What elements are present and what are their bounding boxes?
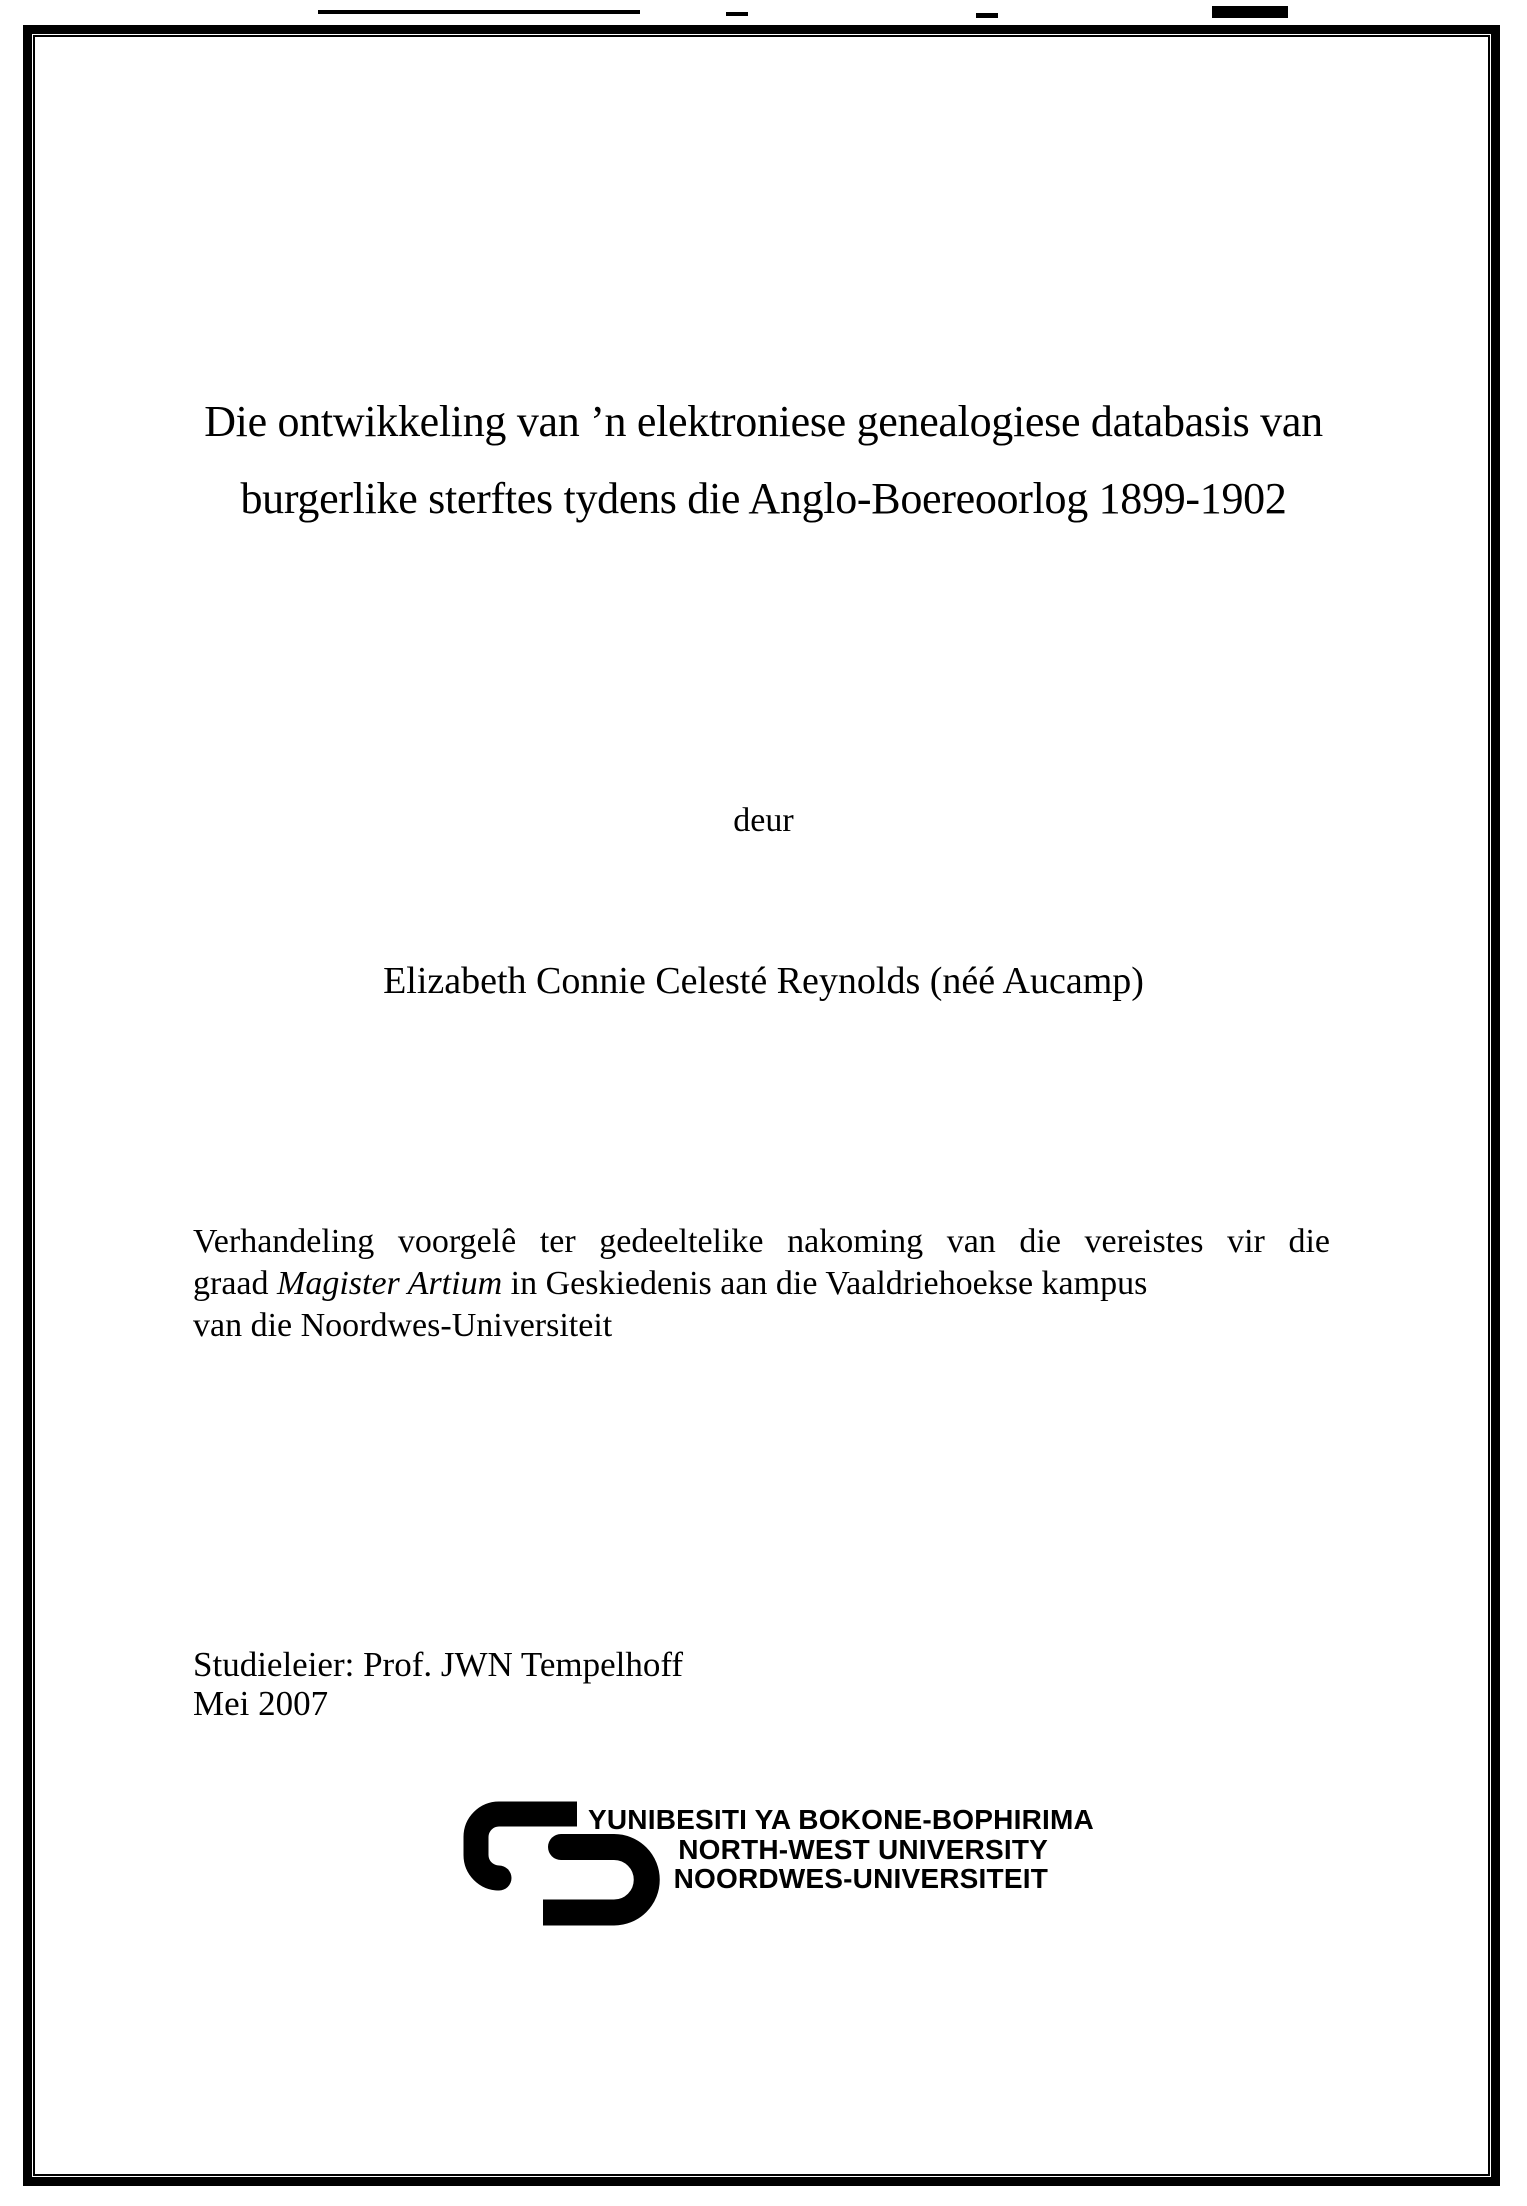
supervisor-block <box>193 1645 683 1723</box>
university-logo <box>463 1798 1094 1938</box>
degree-statement-line-2-suffix: in Geskiedenis aan die Vaaldriehoekse kampus <box>502 1265 1148 1302</box>
scan-artifact <box>726 12 748 16</box>
degree-statement-line-1: Verhandeling voorgelê ter gedeeltelike nakoming van die vereistes vir die <box>193 1223 1330 1260</box>
university-logo-text <box>588 1804 1094 1894</box>
scan-artifact <box>976 13 998 18</box>
author-name: Elizabeth Connie Celesté Reynolds (néé Aucamp) <box>383 960 1144 1002</box>
degree-name-italic: Magister Artium <box>277 1265 503 1302</box>
thesis-title-line-1: Die ontwikkeling van ’n elektroniese genealogiese databasis van <box>204 397 1323 446</box>
byline: deur <box>733 802 794 839</box>
thesis-title <box>0 383 1527 537</box>
scan-artifact <box>1212 6 1288 18</box>
logo-text-line-3: NOORDWES-UNIVERSITEIT <box>673 1863 1048 1894</box>
scan-artifact <box>318 10 640 14</box>
degree-statement <box>193 1221 1330 1347</box>
thesis-title-line-2: burgerlike sterftes tydens die Anglo-Boereoorlog 1899-1902 <box>240 474 1287 523</box>
degree-statement-line-2-prefix: graad <box>193 1265 278 1302</box>
supervisor-line: Studieleier: Prof. JWN Tempelhoff <box>193 1645 684 1684</box>
logo-text-line-1: YUNIBESITI YA BOKONE-BOPHIRIMA <box>588 1804 1094 1835</box>
degree-statement-line-2 <box>193 1263 1330 1305</box>
date-line: Mei 2007 <box>193 1684 329 1723</box>
degree-statement-line-3: van die Noordwes-Universiteit <box>193 1307 613 1344</box>
logo-text-line-2: NORTH-WEST UNIVERSITY <box>678 1833 1048 1865</box>
